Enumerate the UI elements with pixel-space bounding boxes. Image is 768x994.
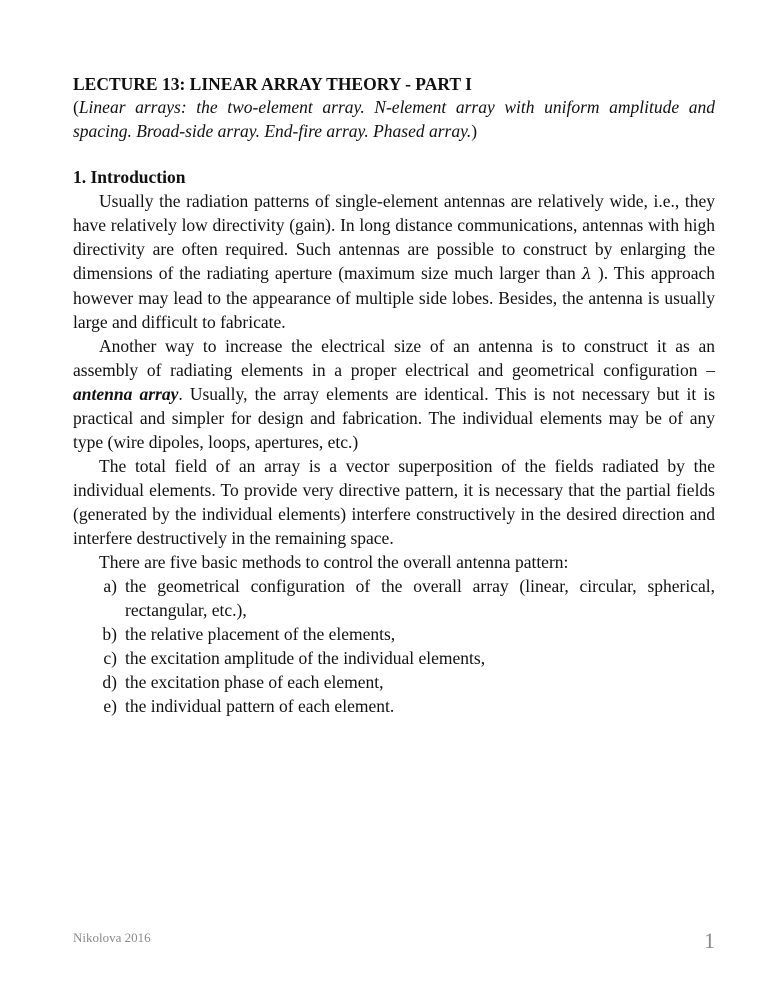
list-marker: b) [102, 624, 117, 644]
list-marker: e) [103, 696, 117, 716]
footer-author: Nikolova 2016 [73, 930, 151, 945]
methods-list [73, 574, 715, 718]
subtitle-open-paren: ( [73, 97, 79, 117]
list-item [73, 574, 715, 622]
list-item-text: the relative placement of the elements, [125, 624, 396, 644]
paragraph-2-text-b: . Usually, the array elements are identical. This is not necessary but it is practical and simpler for design and fabrication. The individual elements may be of any type (wire dipoles, loops, apertures, etc.) [73, 384, 716, 452]
paragraph-1-text-b: ). This approach however may lead to the appearance of multiple side lobes. Besides, the antenna is usually large and difficult to fabricate. [73, 263, 715, 332]
list-marker: d) [102, 672, 117, 692]
list-item [73, 646, 715, 670]
paragraph-2-text-a: Another way to increase the electrical size of an antenna is to construct it as an assembly of radiating elements in a proper electrical and geometrical configuration – [73, 336, 715, 380]
lecture-subtitle [73, 95, 715, 143]
list-marker: a) [103, 576, 117, 596]
lambda-symbol: λ [581, 264, 592, 283]
paragraph-1-text-a: Usually the radiation patterns of single-element antennas are relatively wide, i.e., they have relatively low directivity (gain). In long distance communications, antennas with high directivity are often required. Such antennas are possible to construct by enlarging the dimensions of the radiating aperture (maximum size much larger than [73, 191, 715, 283]
paragraph-4: There are five basic methods to control the overall antenna pattern: [99, 552, 569, 572]
list-marker: c) [103, 648, 117, 668]
paragraph-3: The total field of an array is a vector superposition of the fields radiated by the individual elements. To provide very directive pattern, it is necessary that the partial fields (generated by the individual elements) interfere constructively in the desired direction and interfere destructively in the remaining space. [73, 456, 715, 548]
list-item [73, 622, 715, 646]
subtitle-close-paren: ) [471, 121, 478, 141]
list-item [73, 670, 715, 694]
list-item-text: the excitation phase of each element, [125, 672, 384, 692]
list-item [73, 694, 715, 718]
paragraph-1 [73, 189, 715, 334]
list-item-text: the individual pattern of each element. [125, 696, 395, 716]
list-item-text: the geometrical configuration of the overall array (linear, circular, spherical, rectangular, etc.), [125, 576, 715, 620]
antenna-array-term: antenna array [73, 384, 179, 404]
subtitle-topics: Linear arrays: the two-element array. N-element array with uniform amplitude and spacing. Broad-side array. End-fire array. Phased array. [73, 97, 715, 141]
paragraph-2 [73, 334, 715, 454]
document-page [73, 73, 715, 718]
list-item-text: the excitation amplitude of the individual elements, [125, 648, 486, 668]
page-number: 1 [704, 928, 715, 953]
section-heading: 1. Introduction [73, 167, 186, 187]
lecture-title: LECTURE 13: LINEAR ARRAY THEORY - PART I [73, 74, 472, 94]
